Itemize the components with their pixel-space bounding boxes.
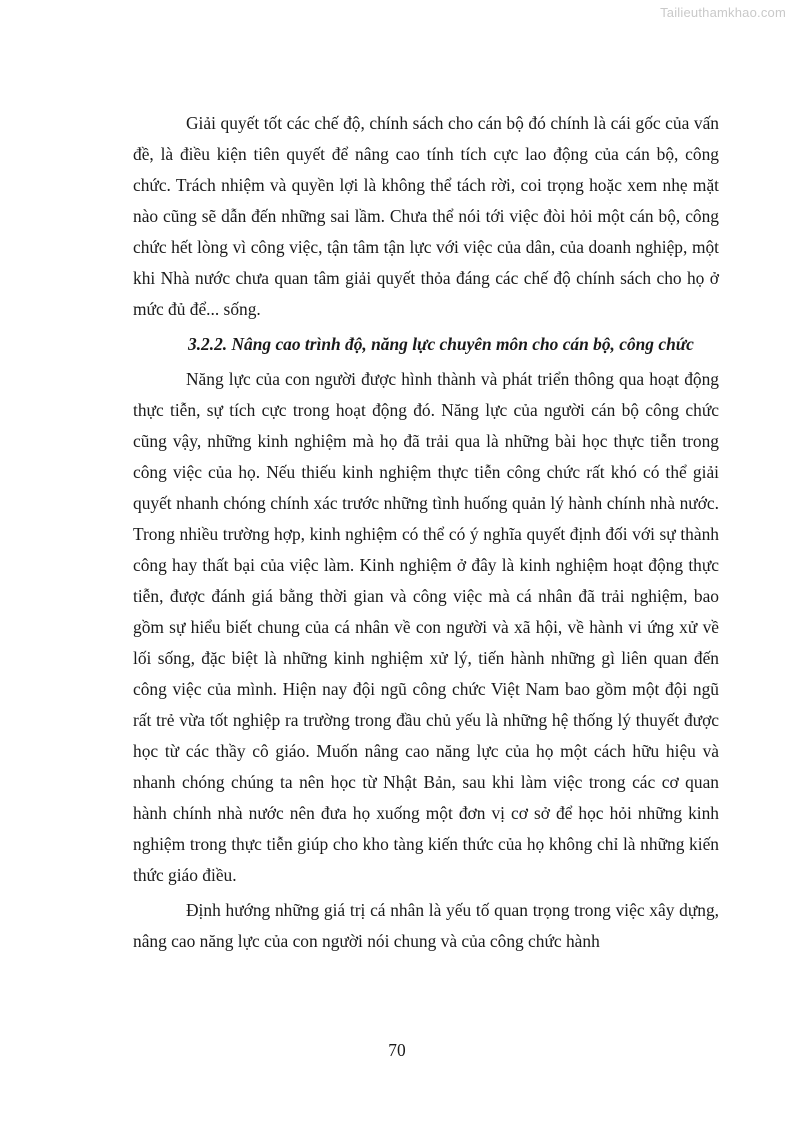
paragraph-3: Định hướng những giá trị cá nhân là yếu tố quan trọng trong việc xây dựng, nâng cao năng lực của con người nói chung và của công chức hành [133, 900, 719, 951]
section-heading: 3.2.2. Nâng cao trình độ, năng lực chuyên môn cho cán bộ, công chức [188, 334, 694, 354]
page-content [133, 108, 719, 957]
paragraph-1: Giải quyết tốt các chế độ, chính sách cho cán bộ đó chính là cái gốc của vấn đề, là điều kiện tiên quyết để nâng cao tính tích cực lao động của cán bộ, công chức. Trách nhiệm và quyền lợi là không thể tách rời, coi trọng hoặc xem nhẹ mặt nào cũng sẽ dẫn đến những sai lầm. Chưa thể nói tới việc đòi hỏi một cán bộ, công chức hết lòng vì công việc, tận tâm tận lực với việc của dân, của doanh nghiệp, một khi Nhà nước chưa quan tâm giải quyết thỏa đáng các chế độ chính sách cho họ ở mức đủ để... sống. [133, 113, 719, 319]
page-number: 70 [388, 1040, 406, 1060]
watermark: Tailieuthamkhao.com [660, 5, 786, 20]
paragraph-2: Năng lực của con người được hình thành và phát triển thông qua hoạt động thực tiễn, sự tích cực trong hoạt động đó. Năng lực của người cán bộ công chức cũng vậy, những kinh nghiệm mà họ đã trải qua là những bài học thực tiễn trong công việc của họ. Nếu thiếu kinh nghiệm thực tiễn công chức rất khó có thể giải quyết nhanh chóng chính xác trước những tình huống quản lý hành chính nhà nước. Trong nhiều trường hợp, kinh nghiệm có thể có ý nghĩa quyết định đối với sự thành công hay thất bại của việc làm. Kinh nghiệm ở đây là kinh nghiệm hoạt động thực tiễn, được đánh giá bằng thời gian và công việc mà cá nhân đã trải nghiệm, bao gồm sự hiểu biết chung của cá nhân về con người và xã hội, về hành vi ứng xử về lối sống, đặc biệt là những kinh nghiệm xử lý, tiến hành những gì liên quan đến công việc của mình. Hiện nay đội ngũ công chức Việt Nam bao gồm một đội ngũ rất trẻ vừa tốt nghiệp ra trường trong đầu chủ yếu là những hệ thống lý thuyết được học từ các thầy cô giáo. Muốn nâng cao năng lực của họ một cách hữu hiệu và nhanh chóng chúng ta nên học từ Nhật Bản, sau khi làm việc trong các cơ quan hành chính nhà nước nên đưa họ xuống một đơn vị cơ sở để học hỏi những kinh nghiệm trong thực tiễn giúp cho kho tàng kiến thức của họ không chỉ là những kiến thức giáo điều. [133, 369, 719, 885]
